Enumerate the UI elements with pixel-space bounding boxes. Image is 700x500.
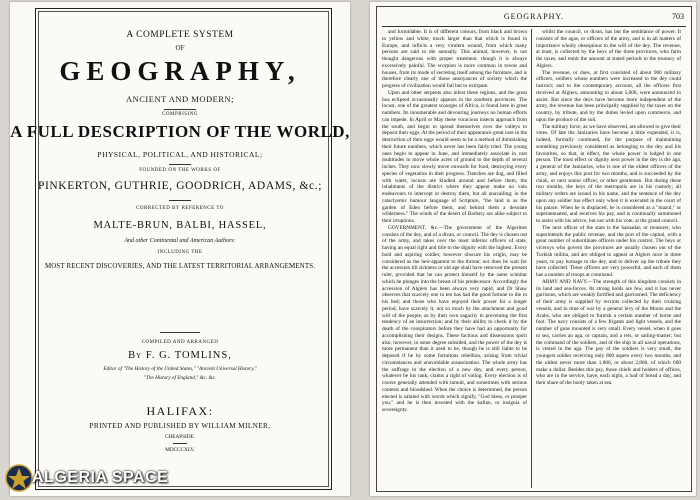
paragraph: GOVERNMENT, &c.—The government of the Algerines consists of the dey, and of a divan, or council. The dey is chosen out of the army, and takes over the most inferior officers of state, having an equal right and title to the dignity with the highest. Every bold and aspiring soldier, however obscure his origin, may be considered as the heir-apparent to the throne; nor does he wait for the accession till sickness or old age shall have removed the present ruler, provided that he can protect himself by the same scimitar which he plunges into the breast of his predecessor. Accordingly the accession of Algiers has been always very rapid, and Dr Shaw observes that scarcely one in ten has had the good fortune to die in his bed; and those who have enjoyed their power for a longer period, have scarcely it, not so much by the attachment and good will of the people, as by their own sagacity in preventing the first tendency of an insurrection; and by their ability to check it by the death of the conspirators before they have had an opportunity for accomplishing their designs. These factious and dissensions spirit also, however, in some degree subsided, and the power of the dey is more permanent than it used to be, though he is still liable to be deposed if he by some fortuitous rebellion, arising from trivial circumstances and unavoidable assassination. The whole army has the suffrage in the election of a new dey, and every person, whatever be his rank, claims a right of voting. Every election is of course generally attended with tumult, and sometimes with serious contests and bloodshed. When the choice is determined, the person elected is saluted with words which signify, "God bless, or prosper you," and he is then invested with the kaftan, or insignia of sovereignty. (382, 224, 527, 413)
printer-line: PRINTED AND PUBLISHED BY WILLIAM MILNER, (89, 422, 271, 430)
column-divider (531, 29, 532, 488)
divider (169, 164, 191, 165)
main-title: GEOGRAPHY, (59, 56, 301, 86)
watermark-logo-icon (4, 463, 34, 493)
title-page (10, 2, 350, 496)
text-column-right (536, 29, 681, 488)
compiler-by: BY (128, 350, 143, 361)
comprising-label: COMPRISING (162, 112, 198, 117)
year-line: MDCCCXLV. (165, 447, 195, 453)
paragraph: Upon and other serpents also infest these regions, and the great boa eclipsed occasionally appears in the southern provinces. The locust, one of the greatest scourges of Africa, is found here in great numbers. Its innumerable and devouring journeys no human efforts can impede. In April or May these voracious insects approach from the south, and begin to spread themselves over the valleys to deposit their eggs. At the period of their appearance great care in the destruction of their eggs would seem to be a method of diminishing their future numbers, which never has been fairly tried. The young ones begin to appear in June, and immediately associate in vast multitudes to move whole acres of ground to the depth of several inches. They now slowly move onwards for food, destroying every species of vegetation in their progress. Trenches are dug, and filled with water, locusts are kindled around and before them, the inhabitants of the district where they appear make no vain endeavours to intercept or destroy them, but all unavailing; in the cataclysmic humour language of Scripture, "the land is as the garden of Eden before them, and behind them a desolate wilderness." The winds of the desert of Barbary are alike subject to their irruptions. (382, 89, 527, 224)
divider (173, 443, 187, 444)
paragraph: and formidable. It is of different colours, from black and brown to yellow and white, much larger than that which is found in Europe, and inflicts a very virulent wound, from which many persons are said to die annually. This animal, however, is not thought dangerous with proper treatment, though it is always excessively painful. The scorpion is more common in towns and houses, from its mode of secreting itself among the furniture, and is therefore clearly one of those annoyances of society which the progress of civilization would fail but to extirpate. (382, 29, 527, 89)
corrected-label: CORRECTED BY REFERENCE TO (136, 206, 224, 211)
including-label: INCLUDING THE (157, 250, 203, 255)
paragraph: ARMY AND NAVY.—The strength of this kingdom consists in its land and sea-forces. Its strong holds are few, and it has never garrisons, which are weakly fortified and garrisoned. The deficiency of their army is supplied by recruits collected by their cruising vessels, and in time of war by a general levy of the Moors and the Arabs, who are obliged to furnish a certain number of horse and foot. The navy consists of a few frigates and light vessels, and the number of guns mounted is very small. Every vessel, when it goes to sea, carries an aga, or captain, and a reis, or sailing-master; but the command of the soldiers, and of the ship in all naval operations, is vested in the aga. The pay of the soldiers is very small, the youngest soldier receiving only 800 aspers every two months, and the oldest never more than 1,800, or about 2,800, of which 600 make a dollar. Besides this pay, those chiefs and holders of offices, who are in the service, have, each night, a loaf of bread a day, and their share of the booty taken at sea. (536, 278, 681, 386)
header-rule (382, 26, 686, 27)
text-page (370, 2, 696, 496)
compiler-name (10, 350, 350, 361)
editor-credits-2: "The History of England," &c. &c. (143, 375, 217, 381)
text-column-left (382, 29, 527, 488)
authors-line: PINKERTON, GUTHRIE, GOODRICH, ADAMS, &c.; (37, 180, 323, 192)
compiled-label: COMPILED AND ARRANGED (141, 340, 219, 345)
paragraph: The military force, as we have observed, are allowed to give their votes. Of late the Janizaries have become a little expended, it is, indeed, formally continued, for the purpose of maintaining something previously considered as belonging to the dey and his favourites, so that, in effect, the whole power is lodged in one person. The most effect or dignity next power in the dey is the aga, a general of the Janizaries, who is one of the eldest officers of the army, and enjoys this post for two months, and is succeeded by the chiah, or next senior officer, or other gentlemen. But during these two months, the keys of the metropolis are in his custody; all military orders are issued in his name, and the sentence of the dey upon any soldier has effect only when it is executed in the court of his palace. When he is displaced, he is considered as a "mazul," or superannuated, and receives his pay, and is continually summoned to assist with his advice, but not with his vote, at the grand council. (536, 123, 681, 224)
divider (160, 332, 200, 333)
aspects-line: PHYSICAL, POLITICAL, AND HISTORICAL; (97, 150, 263, 159)
divider (169, 200, 191, 201)
divider (164, 109, 196, 110)
street-line: CHEAPSIDE. (165, 434, 195, 440)
watermark (2, 462, 169, 494)
compiler-name-text: F. G. TOMLINS, (145, 350, 232, 361)
of-line: OF (175, 44, 185, 52)
editor-credits: Editor of "The History of the United States," "Ancient Universal History," (103, 366, 257, 372)
others-line: And other Continental and American Authors: (124, 238, 236, 244)
references-line: MALTE-BRUN, BALBI, HASSEL, (93, 220, 267, 231)
series-line (10, 30, 350, 40)
paragraph: The next officer of the state is the hasnadar, or treasurer, who superintends the public revenue, and the port of the capital, with a great number of subordinate officers under his control. The beys or viceroys who govern the provinces are usually chosen out of the Turkish militia, and are obliged to appear at Algiers once in three years, to pay homage to the dey, and to deliver up the tribute they have collected. These officers are very powerful, and each of them has a number of troops at command. (536, 224, 681, 278)
discoveries-line: MOST RECENT DISCOVERIES, AND THE LATEST TERRITORIAL ARRANGEMENTS. (44, 262, 316, 270)
running-title: GEOGRAPHY. (503, 12, 565, 21)
subtitle: ANCIENT AND MODERN; (125, 94, 235, 104)
paragraph: The revenue, or dues, at first consisted of about 900 military officers, soldiers whose numbers were increased to the dey could instruct; and to the contemporary account, all the officers first received at Algiers, amounting to about 5,000, were announced to assist. But since the deys have become more independent of the army, the revenue has been principally supplied by the taxes on the country, by tribute, and by the duties levied upon commerce, and upon the produce of the soil. (536, 69, 681, 123)
place: HALIFAX: (146, 404, 214, 418)
series-line-text: A COMPLETE SYSTEM (126, 30, 234, 40)
watermark-text: ALGERIA SPACE (32, 469, 169, 486)
running-header (382, 12, 686, 26)
paragraph: whilst the council, or divan, has but the semblance of power. It consists of the agas, or officers of the army, and is in all matters of importance wholly obsequious to the will of the dey. The revenue, at least, is collected by the beys of the three provinces, who farm the taxes, and remit the amount at stated periods to the treasury of Algiers. (536, 29, 681, 69)
founded-on-label: FOUNDED ON THE WORKS OF (139, 168, 221, 173)
page-number: 703 (672, 12, 684, 21)
headline: A FULL DESCRIPTION OF THE WORLD, (10, 122, 350, 141)
